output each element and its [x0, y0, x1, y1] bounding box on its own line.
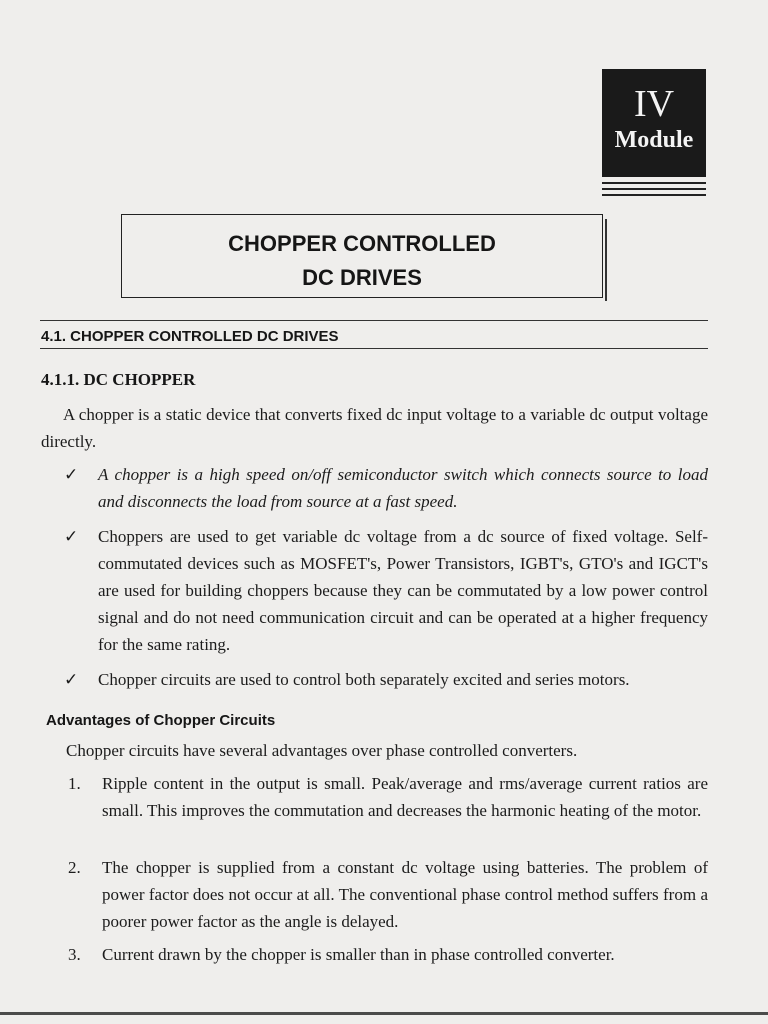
chapter-title-box — [121, 214, 603, 298]
chapter-title-line1: CHOPPER CONTROLLED — [228, 231, 496, 256]
list-item-text: The chopper is supplied from a constant dc voltage using batteries. The problem of power factor does not occur at all. The conventional phase control method suffers from a poorer power factor as the angle is delayed. — [102, 858, 708, 931]
module-number: IV — [633, 83, 675, 125]
list-item-text: Ripple content in the output is small. Peak/average and rms/average current ratios are small. This improves the commutation and decreases the harmonic heating of the motor. — [102, 774, 708, 820]
check-item-text: Chopper circuits are used to control both separately excited and series motors. — [98, 670, 630, 689]
intro-paragraph: A chopper is a static device that converts fixed dc input voltage to a variable dc output voltage directly. — [41, 405, 708, 451]
module-label: Module — [614, 127, 694, 153]
check-icon: ✓ — [64, 670, 79, 689]
module-badge — [602, 69, 706, 177]
check-icon: ✓ — [64, 527, 79, 546]
subsection-heading: 4.1.1. DC CHOPPER — [41, 370, 196, 389]
badge-line — [602, 194, 706, 196]
section-heading: 4.1. CHOPPER CONTROLLED DC DRIVES — [41, 328, 339, 345]
badge-underlines — [602, 182, 706, 200]
list-item-number: 2. — [68, 858, 81, 877]
page-bottom-edge — [0, 1012, 768, 1015]
advantages-heading: Advantages of Chopper Circuits — [46, 712, 276, 729]
check-item-text: A chopper is a high speed on/off semiconductor switch which connects source to load and disconnects the load from source at a fast speed. — [98, 465, 708, 511]
section-rule-bottom — [40, 348, 708, 349]
list-item-number: 1. — [68, 774, 81, 793]
badge-line — [602, 188, 706, 190]
chapter-title-line2: DC DRIVES — [302, 265, 422, 290]
advantages-intro: Chopper circuits have several advantages over phase controlled converters. — [66, 741, 578, 760]
badge-line — [602, 182, 706, 184]
section-rule-top — [40, 320, 708, 321]
list-item-text: Current drawn by the chopper is smaller than in phase controlled converter. — [102, 945, 615, 964]
check-item-text: Choppers are used to get variable dc voltage from a dc source of fixed voltage. Self-commutated devices such as MOSFET's, Power Transistors, IGBT's, GTO's and IGCT's are used for building choppers because they can be commutated by a low power control signal and do not need communication circuit and can be operated at a higher frequency for the same rating. — [98, 527, 708, 654]
list-item-number: 3. — [68, 945, 81, 964]
check-icon: ✓ — [64, 465, 79, 484]
